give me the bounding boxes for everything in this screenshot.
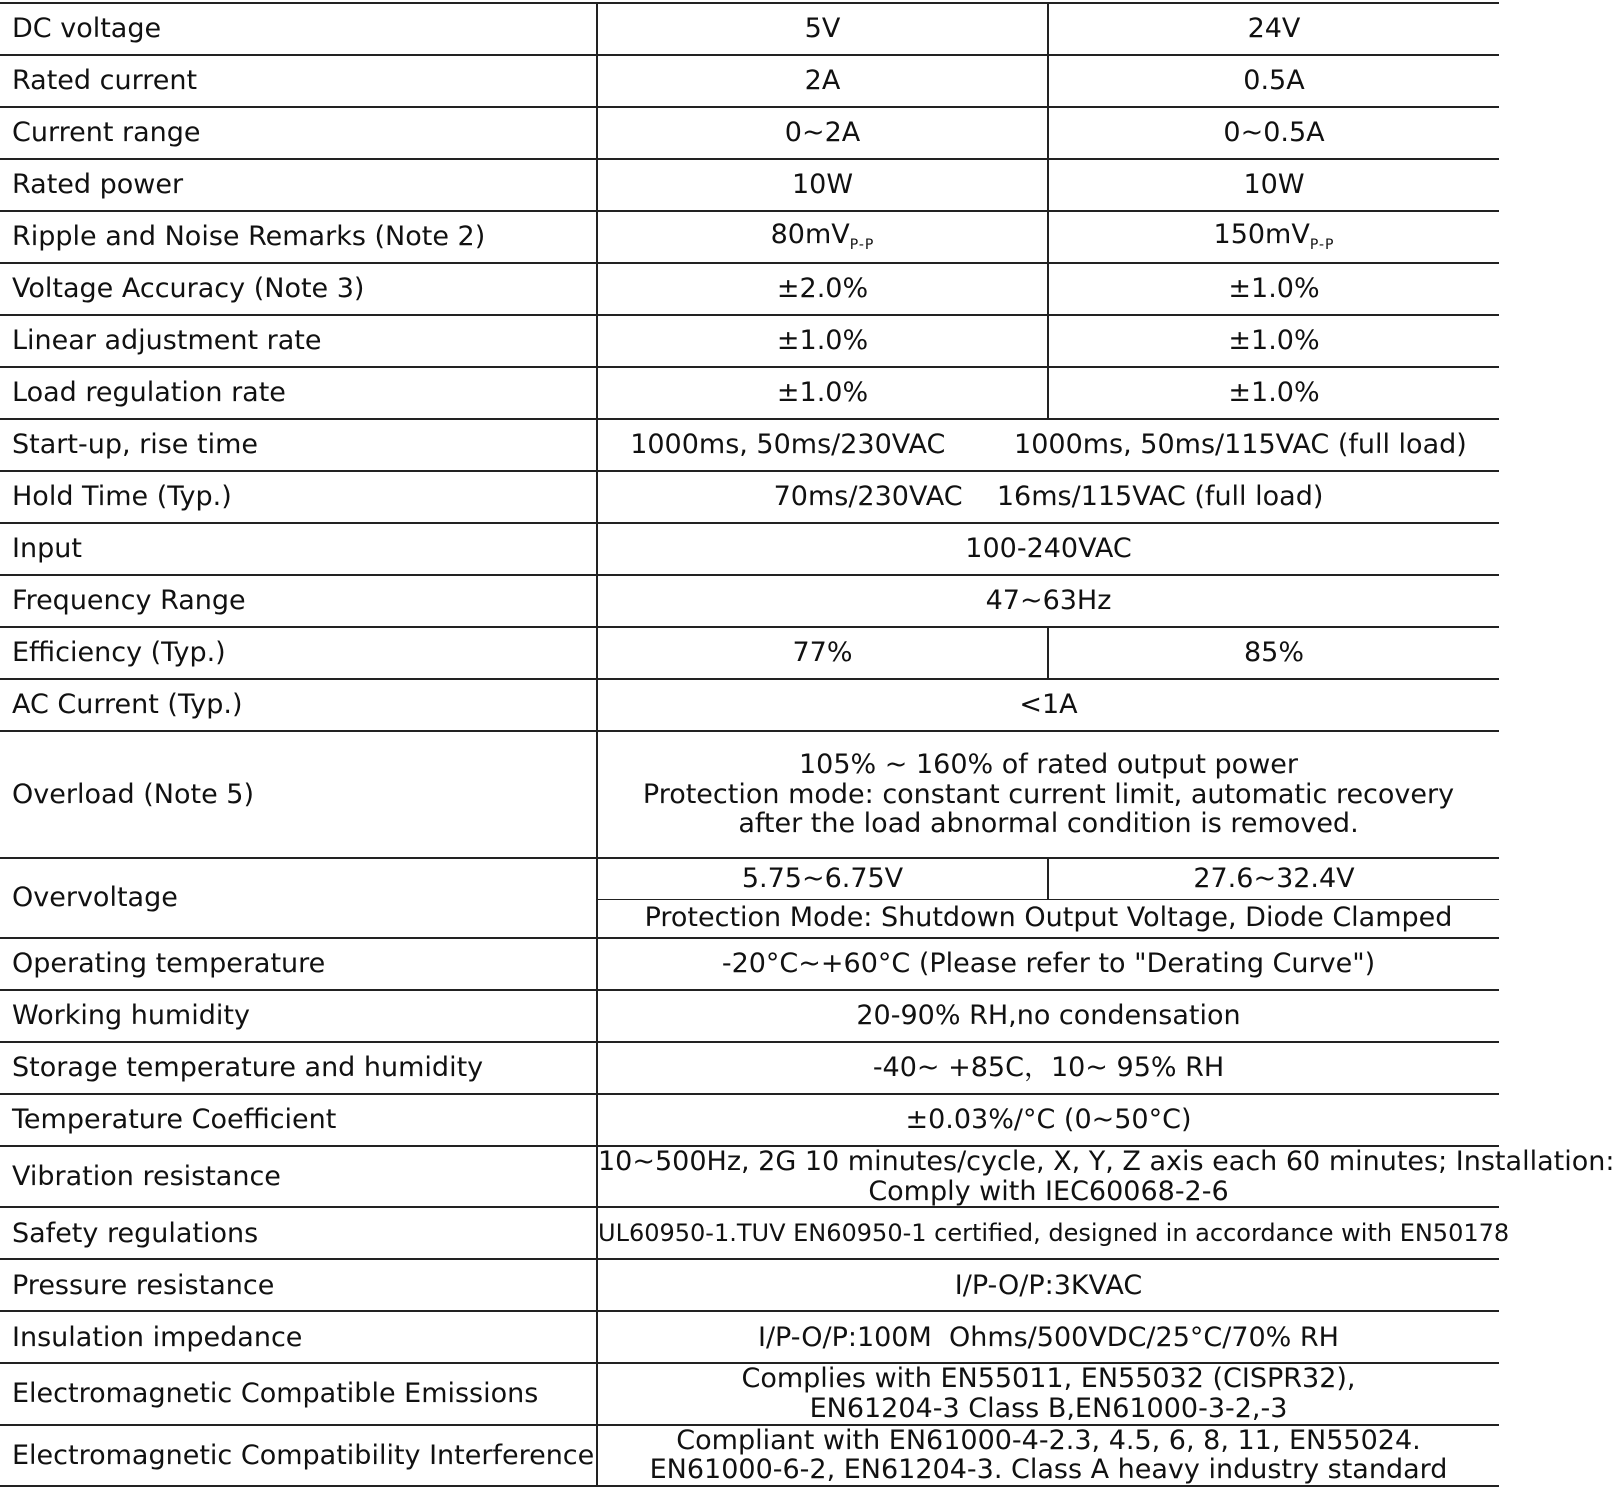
value-shared — [597, 419, 1499, 471]
row-frequency-range — [0, 575, 1499, 627]
ripple-unit-subscript: P-P — [1309, 237, 1335, 254]
value-24v: ±1.0% — [1048, 263, 1499, 315]
value-24v: 0.5A — [1048, 55, 1499, 107]
value-shared — [597, 1425, 1499, 1486]
row-label: Input — [0, 523, 597, 575]
row-load-regulation — [0, 367, 1499, 419]
value-shared: 47~63Hz — [597, 575, 1499, 627]
row-label: Hold Time (Typ.) — [0, 471, 597, 523]
value-24v: 27.6~32.4V — [1048, 858, 1499, 899]
row-label: AC Current (Typ.) — [0, 679, 597, 731]
value-shared: I/P-O/P:3KVAC — [597, 1259, 1499, 1311]
row-label: Overvoltage — [0, 858, 597, 938]
value-5v: 5.75~6.75V — [597, 858, 1048, 899]
row-label: Storage temperature and humidity — [0, 1042, 597, 1094]
row-rated-current — [0, 55, 1499, 107]
row-operating-temperature — [0, 938, 1499, 990]
row-safety — [0, 1207, 1499, 1259]
row-temperature-coefficient — [0, 1094, 1499, 1146]
value-24v: 0~0.5A — [1048, 107, 1499, 159]
value-5v: 5V — [597, 3, 1048, 55]
row-label: DC voltage — [0, 3, 597, 55]
value-shared: 100-240VAC — [597, 523, 1499, 575]
ripple-unit-subscript: P-P — [849, 237, 875, 254]
row-input — [0, 523, 1499, 575]
value-5v: 77% — [597, 627, 1048, 679]
row-hold-time — [0, 471, 1499, 523]
value-24v — [1048, 211, 1499, 263]
value-shared — [597, 471, 1499, 523]
row-startup-rise-time — [0, 419, 1499, 471]
emc-emissions-line: Complies with EN55011, EN55032 (CISPR32), — [741, 1363, 1356, 1395]
emc-interference-line: Compliant with EN61000-4-2.3, 4.5, 6, 8, 11, EN55024. — [676, 1424, 1421, 1456]
vibration-line: 10~500Hz, 2G 10 minutes/cycle, X, Y, Z axis each 60 minutes; Installation: — [598, 1146, 1614, 1177]
row-label: Pressure resistance — [0, 1259, 597, 1311]
row-insulation-impedance — [0, 1311, 1499, 1363]
row-working-humidity — [0, 990, 1499, 1042]
row-ac-current — [0, 679, 1499, 731]
row-ripple-noise — [0, 211, 1499, 263]
row-label: Electromagnetic Compatibility Interference — [0, 1425, 597, 1486]
row-label: Rated power — [0, 159, 597, 211]
row-vibration — [0, 1146, 1499, 1207]
value-shared — [597, 1146, 1614, 1207]
row-label: Efficiency (Typ.) — [0, 627, 597, 679]
row-label: Operating temperature — [0, 938, 597, 990]
value-24v: ±1.0% — [1048, 315, 1499, 367]
value-shared: -20°C~+60°C (Please refer to "Derating Curve") — [597, 938, 1499, 990]
value-5v: ±1.0% — [597, 367, 1048, 419]
value-shared — [597, 731, 1499, 858]
startup-value: 1000ms, 50ms/230VAC 1000ms, 50ms/115VAC (full load) — [630, 429, 1467, 461]
row-label: Frequency Range — [0, 575, 597, 627]
value-shared: 20-90% RH,no condensation — [597, 990, 1499, 1042]
value-5v: ±2.0% — [597, 263, 1048, 315]
value-5v: ±1.0% — [597, 315, 1048, 367]
row-label: Vibration resistance — [0, 1146, 597, 1207]
spec-table — [0, 2, 1614, 1487]
row-linear-adjustment — [0, 315, 1499, 367]
row-overload — [0, 731, 1499, 858]
overload-line: after the load abnormal condition is removed. — [738, 808, 1359, 840]
overload-line: 105% ~ 160% of rated output power — [798, 748, 1298, 780]
row-overvoltage — [0, 858, 1499, 899]
value-shared — [597, 1363, 1499, 1424]
value-24v: 85% — [1048, 627, 1499, 679]
ripple-value: 150mV — [1213, 219, 1310, 251]
row-label: Start-up, rise time — [0, 419, 597, 471]
row-label: Linear adjustment rate — [0, 315, 597, 367]
ripple-value: 80mV — [770, 219, 850, 251]
value-shared: <1A — [597, 679, 1499, 731]
value-shared: UL60950-1.TUV EN60950-1 certified, designed in accordance with EN50178 — [597, 1207, 1499, 1259]
emc-emissions-line: EN61204-3 Class B,EN61000-3-2,-3 — [809, 1393, 1288, 1425]
row-label: Working humidity — [0, 990, 597, 1042]
value-5v: 0~2A — [597, 107, 1048, 159]
value-shared — [597, 1311, 1499, 1363]
value-24v: 10W — [1048, 159, 1499, 211]
value-24v: ±1.0% — [1048, 367, 1499, 419]
row-emc-interference — [0, 1425, 1499, 1486]
row-voltage-accuracy — [0, 263, 1499, 315]
value-5v: 2A — [597, 55, 1048, 107]
value-shared: -40~ +85C，10~ 95% RH — [597, 1042, 1499, 1094]
value-5v: 10W — [597, 159, 1048, 211]
row-label: Rated current — [0, 55, 597, 107]
row-label: Voltage Accuracy (Note 3) — [0, 263, 597, 315]
row-label: Current range — [0, 107, 597, 159]
overvoltage-protection-mode: Protection Mode: Shutdown Output Voltage, Diode Clamped — [597, 899, 1499, 938]
row-emc-emissions — [0, 1363, 1499, 1424]
row-current-range — [0, 107, 1499, 159]
row-label: Load regulation rate — [0, 367, 597, 419]
row-label: Ripple and Noise Remarks (Note 2) — [0, 211, 597, 263]
row-label: Temperature Coefficient — [0, 1094, 597, 1146]
row-dc-voltage — [0, 3, 1499, 55]
row-storage — [0, 1042, 1499, 1094]
row-label: Electromagnetic Compatible Emissions — [0, 1363, 597, 1424]
hold-time-value: 70ms/230VAC 16ms/115VAC (full load) — [773, 481, 1324, 513]
row-label: Insulation impedance — [0, 1311, 597, 1363]
emc-interference-line: EN61000-6-2, EN61204-3. Class A heavy industry standard — [649, 1454, 1448, 1486]
row-efficiency — [0, 627, 1499, 679]
insulation-value: I/P-O/P:100M Ohms/500VDC/25°C/70% RH — [757, 1321, 1339, 1353]
value-shared: ±0.03%/°C (0~50°C) — [597, 1094, 1499, 1146]
row-label: Overload (Note 5) — [0, 731, 597, 858]
value-24v: 24V — [1048, 3, 1499, 55]
value-5v — [597, 211, 1048, 263]
vibration-line: Comply with IEC60068-2-6 — [868, 1175, 1229, 1207]
overload-line: Protection mode: constant current limit, automatic recovery — [642, 778, 1455, 810]
row-rated-power — [0, 159, 1499, 211]
row-label: Safety regulations — [0, 1207, 597, 1259]
row-pressure-resistance — [0, 1259, 1499, 1311]
